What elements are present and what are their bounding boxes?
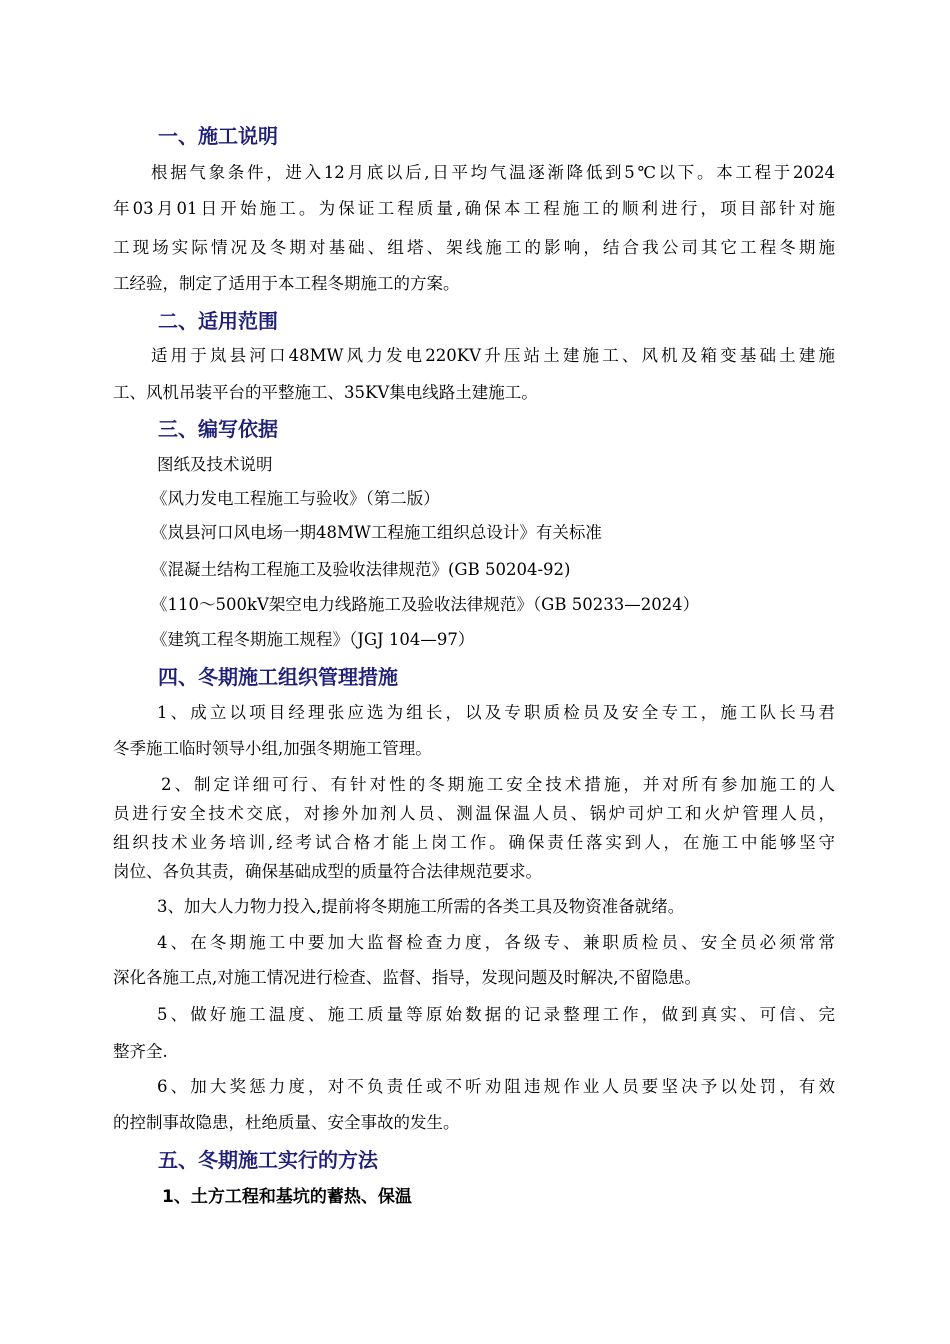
reference-item: 《110～500kV架空电力线路施工及验收法律规范》（GB 50233—2024） <box>151 595 700 614</box>
section-heading-basis: 三、编写依据 <box>158 417 278 441</box>
reference-item: 《岚县河口风电场一期48MW工程施工组织总设计》有关标准 <box>151 523 602 542</box>
paragraph-line: 4、在冬期施工中要加大监督检查力度，各级专、兼职质检员、安全员必须常常 <box>157 933 835 952</box>
paragraph-line: 年03月01日开始施工。为保证工程质量,确保本工程施工的顺利进行，项目部针对施 <box>113 199 835 218</box>
paragraph-line: 适用于岚县河口48MW风力发电220KV升压站土建施工、风机及箱变基础土建施 <box>151 346 835 365</box>
paragraph-line: 根据气象条件，进入12月底以后,日平均气温逐渐降低到5℃以下。本工程于2024 <box>151 163 835 182</box>
section-heading-winter-management: 四、冬期施工组织管理措施 <box>158 665 398 689</box>
paragraph-line: 组织技术业务培训,经考试合格才能上岗工作。确保责任落实到人，在施工中能够坚守 <box>113 833 835 852</box>
reference-item: 《建筑工程冬期施工规程》（JGJ 104—97） <box>151 630 475 649</box>
paragraph-line: 冬季施工临时领导小组,加强冬期施工管理。 <box>113 739 432 758</box>
paragraph-line: 岗位、各负其责，确保基础成型的质量符合法律规范要求。 <box>113 862 542 881</box>
reference-item: 《混凝土结构工程施工及验收法律规范》(GB 50204-92) <box>151 560 571 579</box>
reference-item: 《风力发电工程施工与验收》（第二版） <box>151 489 440 508</box>
paragraph-line: 工经验，制定了适用于本工程冬期施工的方案。 <box>113 274 460 293</box>
subsection-heading-earthwork: 1、土方工程和基坑的蓄热、保温 <box>162 1187 412 1207</box>
reference-item: 图纸及技术说明 <box>157 455 273 474</box>
paragraph-line: 员进行安全技术交底，对掺外加剂人员、测温保温人员、锅炉司炉工和火炉管理人员， <box>113 804 835 823</box>
paragraph-line: 工现场实际情况及冬期对基础、组塔、架线施工的影响，结合我公司其它工程冬期施 <box>113 238 835 257</box>
section-heading-winter-methods: 五、冬期施工实行的方法 <box>158 1148 378 1172</box>
paragraph-line: 6、加大奖惩力度，对不负责任或不听劝阻违规作业人员要坚决予以处罚，有效 <box>157 1077 835 1096</box>
paragraph-line: 3、加大人力物力投入,提前将冬期施工所需的各类工具及物资准备就绪。 <box>157 897 685 916</box>
paragraph-line: 2、制定详细可行、有针对性的冬期施工安全技术措施，并对所有参加施工的人 <box>161 775 835 794</box>
paragraph-line: 1、成立以项目经理张应选为组长，以及专职质检员及安全专工，施工队长马君 <box>157 703 835 722</box>
paragraph-line: 工、风机吊装平台的平整施工、35KV集电线路土建施工。 <box>113 383 538 402</box>
section-heading-construction-description: 一、施工说明 <box>158 124 278 148</box>
paragraph-line: 5、做好施工温度、施工质量等原始数据的记录整理工作，做到真实、可信、完 <box>157 1005 835 1024</box>
paragraph-line: 的控制事故隐患，杜绝质量、安全事故的发生。 <box>113 1113 460 1132</box>
paragraph-line: 整齐全. <box>113 1042 168 1061</box>
section-heading-scope: 二、适用范围 <box>158 309 278 333</box>
paragraph-line: 深化各施工点,对施工情况进行检查、监督、指导，发现问题及时解决,不留隐患。 <box>113 968 701 987</box>
